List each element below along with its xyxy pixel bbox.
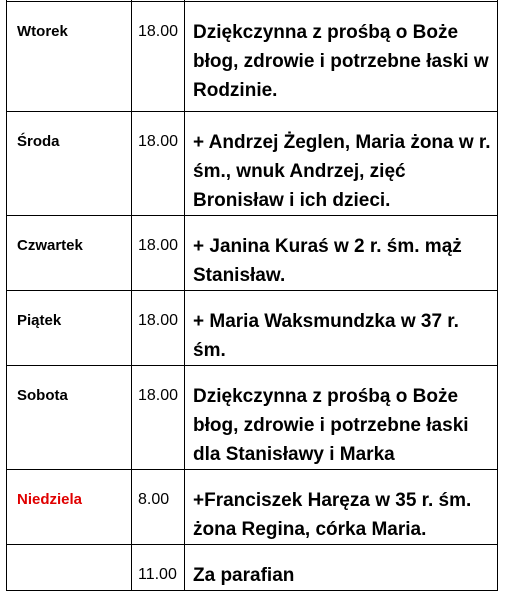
day-cell-sunday: Niedziela [7, 470, 132, 545]
time-cell: 18.00 [132, 366, 185, 470]
intention-cell: +Franciszek Haręza w 35 r. śm. żona Regina, córka Maria. [185, 470, 498, 545]
day-cell: Czwartek [7, 216, 132, 291]
table-row [7, 291, 498, 366]
intention-cell: Dziękczynna z prośbą o Boże błog, zdrowie i potrzebne łaski dla Stanisławy i Marka [185, 366, 498, 470]
time-cell: 18.00 [132, 216, 185, 291]
intention-cell: Dziękczynna z prośbą o Boże błog, zdrowie i potrzebne łaski w Rodzinie. [185, 2, 498, 112]
table-row [7, 112, 498, 216]
table-row [7, 545, 498, 591]
time-cell: 18.00 [132, 112, 185, 216]
time-cell: 18.00 [132, 2, 185, 112]
time-cell: 11.00 [132, 545, 185, 591]
intention-cell: + Janina Kuraś w 2 r. śm. mąż Stanisław. [185, 216, 498, 291]
table-row [7, 366, 498, 470]
table-row [7, 2, 498, 112]
table-row [7, 216, 498, 291]
time-cell: 18.00 [132, 291, 185, 366]
intention-cell: + Maria Waksmundzka w 37 r. śm. [185, 291, 498, 366]
day-cell: Wtorek [7, 2, 132, 112]
day-cell: Sobota [7, 366, 132, 470]
day-cell: Piątek [7, 291, 132, 366]
day-cell: Środa [7, 112, 132, 216]
intention-cell: Za parafian [185, 545, 498, 591]
table-row [7, 470, 498, 545]
time-cell: 8.00 [132, 470, 185, 545]
intention-cell: + Andrzej Żeglen, Maria żona w r. śm., wnuk Andrzej, zięć Bronisław i ich dzieci. [185, 112, 498, 216]
mass-intentions-table [6, 0, 498, 591]
day-cell [7, 545, 132, 591]
